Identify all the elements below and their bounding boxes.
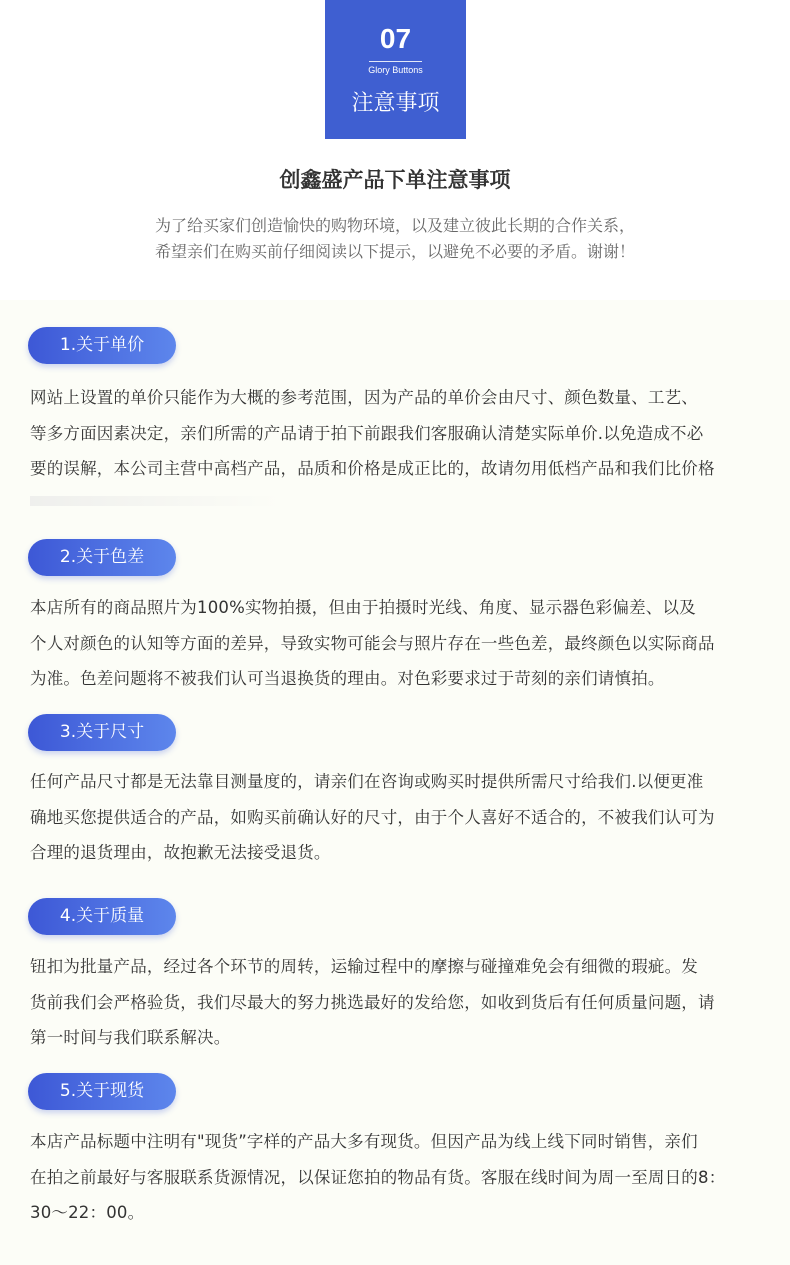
- text-line: 为准。色差问题将不被我们认可当退换货的理由。对色彩要求过于苛刻的亲们请慎拍。: [30, 669, 665, 688]
- page-title: 创鑫盛产品下单注意事项: [279, 168, 511, 192]
- faded-cutoff-line: [30, 496, 280, 506]
- text-line: 个人对颜色的认知等方面的差异，导致实物可能会与照片存在一些色差，最终颜色以实际商品: [30, 633, 715, 653]
- text-line: 本店所有的商品照片为100%实物拍摄，但由于拍摄时光线、角度、显示器色彩偏差、以及: [30, 598, 696, 617]
- section-pill-color: 2.关于色差: [28, 539, 176, 576]
- text-line: 任何产品尺寸都是无法靠目测量度的，请亲们在咨询或购买时提供所需尺寸给我们.以便更准: [30, 772, 704, 791]
- text-line: 货前我们会严格验货，我们尽最大的努力挑选最好的发给您，如收到货后有任何质量问题，请: [30, 992, 715, 1012]
- badge-subtitle: Glory Buttons: [368, 65, 423, 75]
- badge-divider: [369, 61, 422, 62]
- text-line: 确地买您提供适合的产品，如购买前确认好的尺寸，由于个人喜好不适合的，不被我们认可为: [30, 807, 715, 827]
- text-line: 本店产品标题中注明有"现货”字样的产品大多有现货。但因产品为线上线下同时销售，亲们: [30, 1132, 698, 1151]
- text-line: 第一时间与我们联系解决。: [30, 1028, 231, 1047]
- section-text-size: [30, 764, 780, 871]
- section-pill-stock: 5.关于现货: [28, 1073, 176, 1110]
- text-line: 要的误解，本公司主营中高档产品，品质和价格是成正比的，故请勿用低档产品和我们比价格: [30, 459, 715, 478]
- section-text-stock: [30, 1124, 780, 1231]
- intro-line-2: 希望亲们在购买前仔细阅读以下提示，以避免不必要的矛盾。谢谢！: [154, 242, 635, 261]
- text-line: 网站上设置的单价只能作为大概的参考范围，因为产品的单价会由尺寸、颜色数量、工艺、: [30, 388, 698, 407]
- badge-title: 注意事项: [351, 91, 440, 116]
- text-line: 钮扣为批量产品，经过各个环节的周转，运输过程中的摩擦与碰撞难免会有细微的瑕疵。发: [30, 957, 698, 976]
- section-text-color: [30, 590, 780, 697]
- section-number: 07: [379, 23, 412, 54]
- section-pill-price: 1.关于单价: [28, 327, 176, 364]
- section-number-badge: [325, 0, 466, 139]
- text-line: 在拍之前最好与客服联系货源情况，以保证您拍的物品有货。客服在线时间为周一至周日的8：: [30, 1167, 726, 1187]
- section-pill-quality: 4.关于质量: [28, 898, 176, 935]
- text-line: 合理的退货理由，故抱歉无法接受退货。: [30, 843, 331, 862]
- section-pill-size: 3.关于尺寸: [28, 714, 176, 751]
- intro-line-1: 为了给买家们创造愉快的购物环境，以及建立彼此长期的合作关系，: [154, 216, 635, 235]
- section-text-price: [30, 380, 780, 487]
- section-text-quality: [30, 949, 780, 1056]
- text-line: 等多方面因素决定，亲们所需的产品请于拍下前跟我们客服确认清楚实际单价.以免造成不必: [30, 423, 704, 443]
- text-line: 30～22：00。: [30, 1203, 145, 1222]
